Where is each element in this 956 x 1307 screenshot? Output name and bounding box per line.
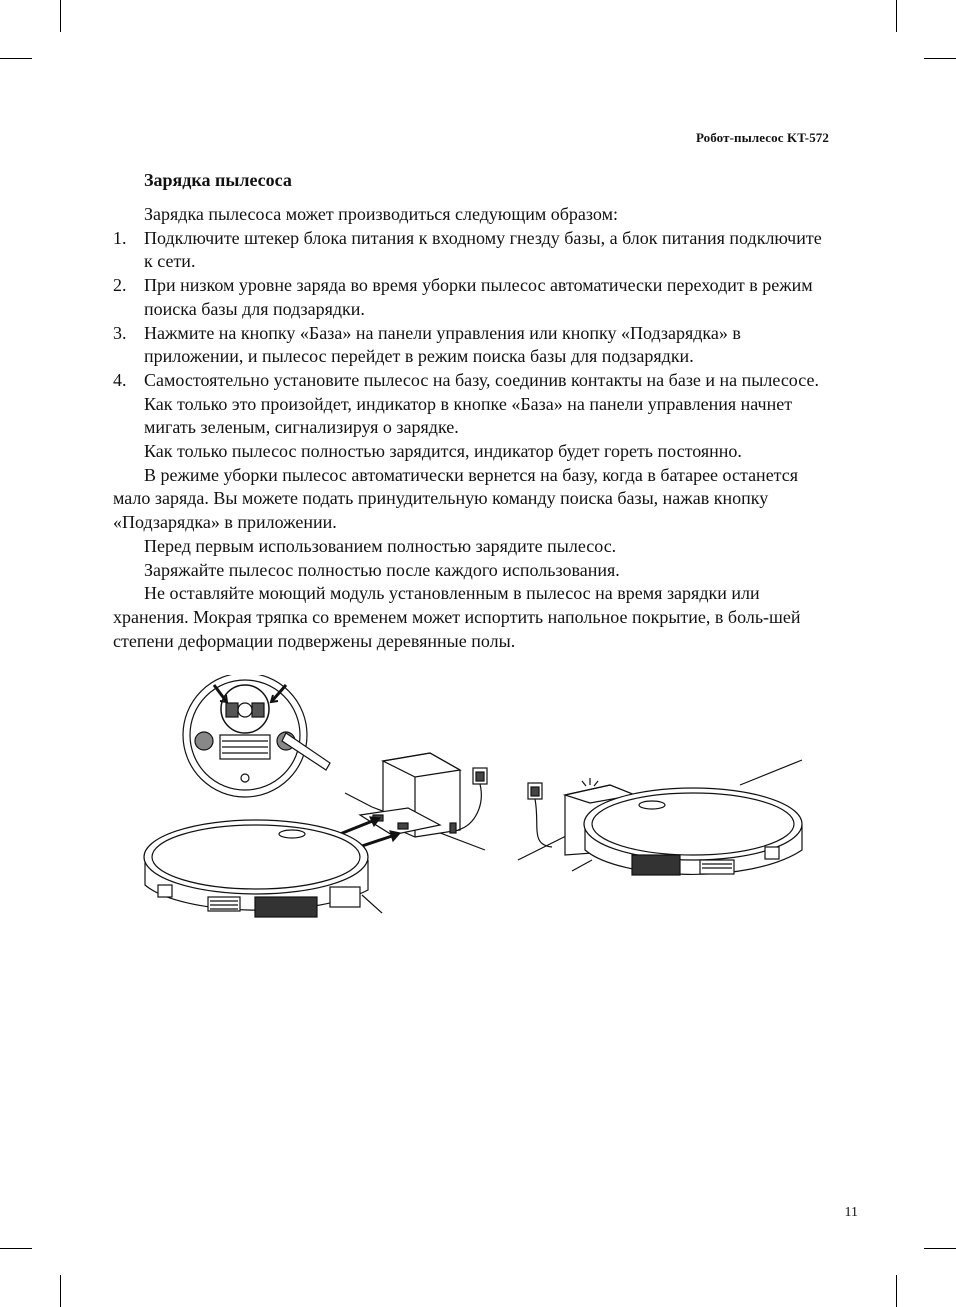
robot-underside-inset	[183, 675, 330, 797]
crop-mark	[896, 1275, 897, 1307]
crop-mark	[60, 1275, 61, 1307]
paragraph: Как только пылесос полностью зарядится, индикатор будет гореть постоянно.	[144, 441, 742, 462]
crop-mark	[60, 0, 61, 32]
robot-approaching-base	[144, 753, 487, 917]
intro-paragraph: Зарядка пылесоса может производиться следующим образом:	[144, 204, 618, 224]
paragraph: Не оставляйте моющий модуль установленным в пылесос на время зарядки или хранения. Мокрая тряпка со временем может испортить напольное покрытие, в боль-шей степени деформации подвержены деревянные полы.	[113, 583, 801, 651]
robot-on-base	[518, 760, 802, 875]
list-item	[113, 322, 831, 369]
section-title: Зарядка пылесоса	[144, 170, 292, 190]
crop-mark	[924, 1248, 956, 1249]
page-number: 11	[844, 1205, 858, 1220]
list-number: 4.	[113, 369, 127, 390]
running-header: Робот-пылесос KT-572	[695, 130, 829, 145]
list-number: 2.	[113, 275, 127, 296]
paragraph: Заряжайте пылесос полностью после каждого использования.	[144, 559, 620, 580]
list-text: Подключите штекер блока питания к входному гнезду базы, а блок питания подключите к сети.	[144, 227, 822, 272]
list-text: При низком уровне заряда во время уборки пылесос автоматически переходит в режим поиска базы для подзарядки.	[144, 275, 813, 319]
list-item	[113, 227, 831, 274]
crop-mark	[924, 58, 956, 59]
crop-mark	[0, 58, 32, 59]
list-text: Самостоятельно установите пылесос на базу, соединив контакты на базе и на пылесосе. Как только это произойдет, индикатор в кнопке «База» на панели управления начнет мигать зеленым, сигнализируя о зарядке.	[144, 369, 819, 438]
charging-illustration	[140, 675, 810, 925]
list-number: 1.	[113, 227, 127, 248]
crop-mark	[0, 1248, 32, 1249]
paragraph: В режиме уборки пылесос автоматически вернется на базу, когда в батарее останется мало заряда. Вы можете подать принудительную команду поиска базы, нажав кнопку «Подзарядка» в приложении.	[113, 464, 799, 533]
crop-mark	[896, 0, 897, 32]
paragraph: Перед первым использованием полностью зарядите пылесос.	[144, 535, 617, 556]
list-number: 3.	[113, 322, 127, 343]
section-body	[113, 203, 831, 653]
list-text: Нажмите на кнопку «База» на панели управления или кнопку «Подзарядка» в приложении, и пылесос перейдет в режим поиска базы для подзарядки.	[144, 322, 741, 367]
list-item	[113, 369, 831, 440]
list-item	[113, 274, 831, 321]
